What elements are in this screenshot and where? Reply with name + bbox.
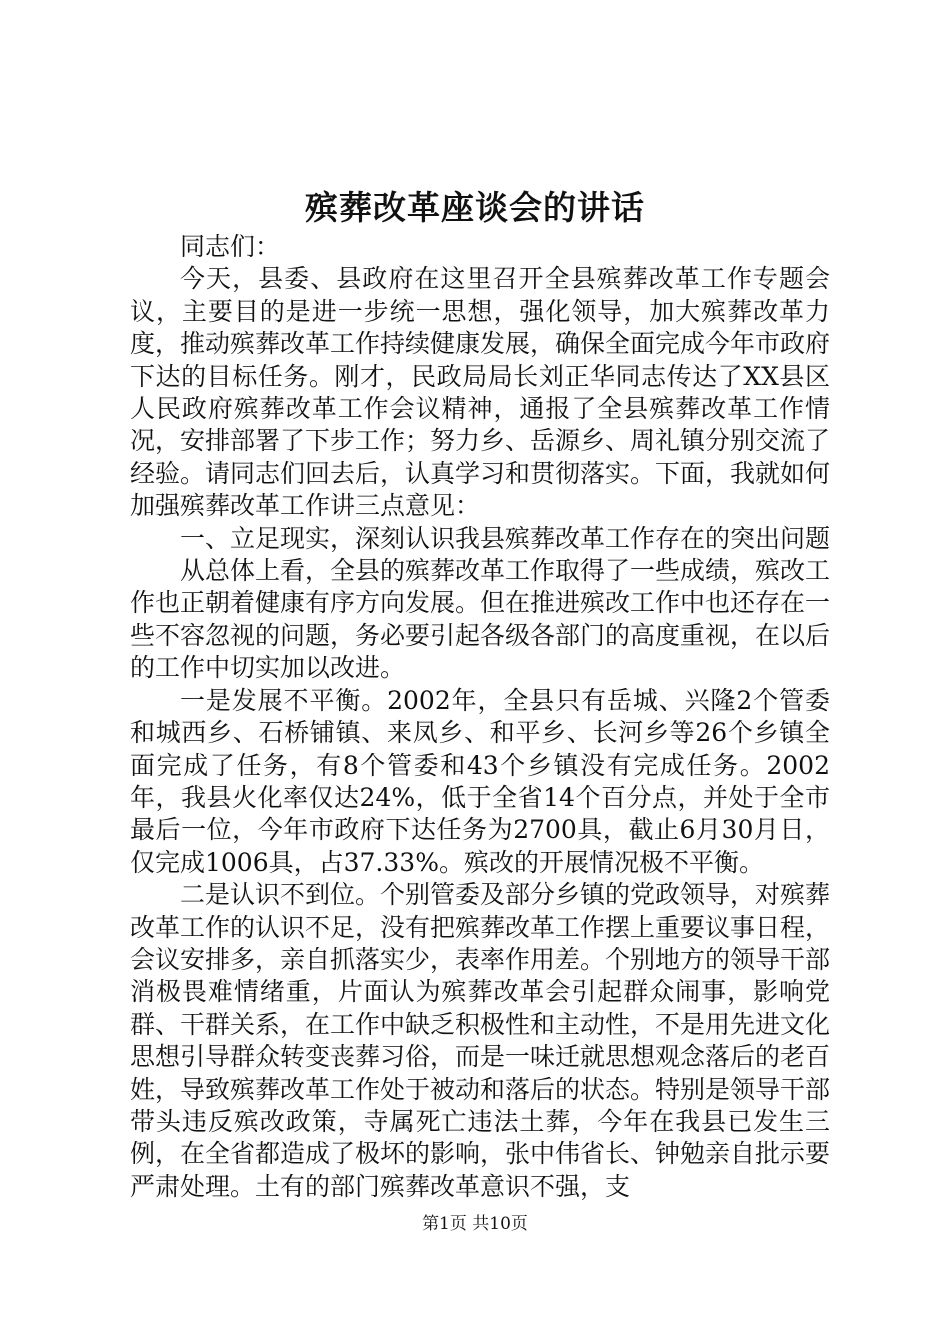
document-body (130, 231, 830, 1203)
page-footer: 第1页 共10页 (422, 1214, 528, 1234)
paragraph-point-2: 二是认识不到位。个别管委及部分乡镇的党政领导，对殡葬改革工作的认识不足，没有把殡葬改革工作摆上重要议事日程，会议安排多，亲自抓落实少，表率作用差。个别地方的领导干部消极畏难情绪重，片面认为殡葬改革会引起群众闹事，影响党群、干群关系，在工作中缺乏积极性和主动性，不是用先进文化思想引导群众转变丧葬习俗，而是一味迁就思想观念落后的老百姓，导致殡葬改革工作处于被动和落后的状态。特别是领导干部带头违反殡改政策，寺属死亡违法土葬，今年在我县已发生三例，在全省都造成了极坏的影响，张中伟省长、钟勉亲自批示要严肃处理。土有的部门殡葬改革意识不强，支 (130, 880, 831, 1201)
paragraph-point-1: 一是发展不平衡。2002年，全县只有岳城、兴隆2个管委和城西乡、石桥铺镇、来凤乡、和平乡、长河乡等26个乡镇全面完成了任务，有8个管委和43个乡镇没有完成任务。2002年，我县火化率仅达24%，低于全省14个百分点，并处于全市最后一位，今年市政府下达任务为2700具，截止6月30月日，仅完成1006具，占37.33%。殡改的开展情况极不平衡。 (130, 685, 830, 877)
salutation: 同志们： (180, 232, 281, 261)
section-heading-1: 一、立足现实，深刻认识我县殡葬改革工作存在的突出问题 (180, 523, 831, 553)
paragraph-intro: 今天，县委、县政府在这里召开全县殡葬改革工作专题会议，主要目的是进一步统一思想，强化领导，加大殡葬改革力度，推动殡葬改革工作持续健康发展，确保全面完成今年市政府下达的目标任务。刚才，民政局局长刘正华同志传达了XX县区人民政府殡葬改革工作会议精神，通报了全县殡葬改革工作情况，安排部署了下步工作；努力乡、岳源乡、周礼镇分别交流了经验。请同志们回去后，认真学习和贯彻落实。下面，我就如何加强殡葬改革工作讲三点意见： (130, 264, 831, 521)
paragraph-overview: 从总体上看，全县的殡葬改革工作取得了一些成绩，殡改工作也正朝着健康有序方向发展。但在推进殡改工作中也还存在一些不容忽视的问题，务必要引起各级各部门的高度重视，在以后的工作中切实加以改进。 (130, 556, 831, 683)
document-title: 殡葬改革座谈会的讲话 (305, 188, 645, 227)
